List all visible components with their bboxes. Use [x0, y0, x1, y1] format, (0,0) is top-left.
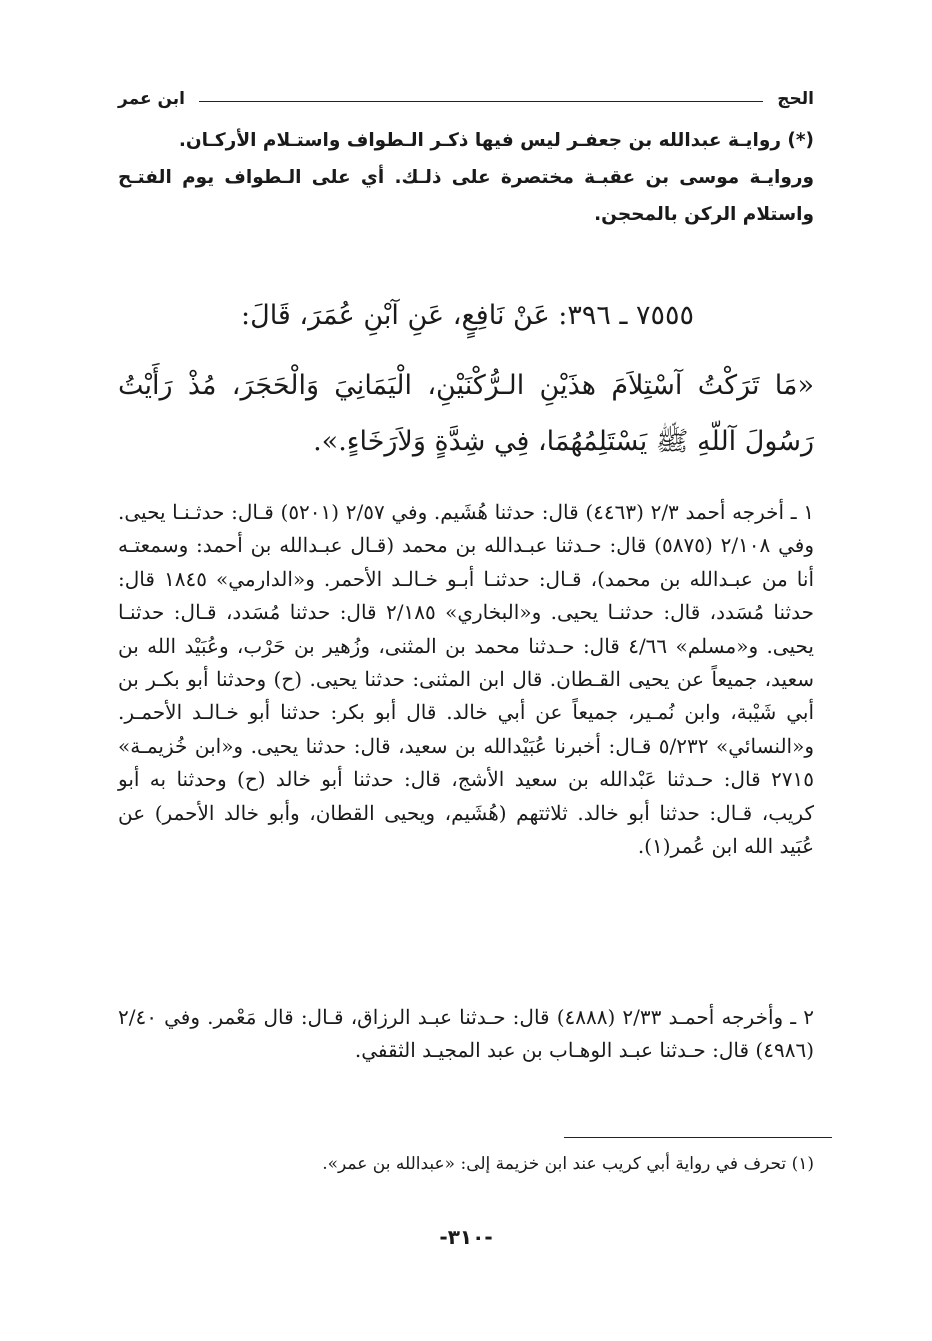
hadith-matn: «مَا تَرَكْتُ آسْتِلاَمَ هذَيْنِ الـرُّكْنَيْنِ، الْيَمَانِيَ وَالْحَجَرَ، مُذْ رَأَيْتُ رَسُولَ آللّهِ ﷺ يَسْتَلِمُهُمَا، فِي شِدَّةٍ وَلاَرَخَاءٍ.».: [118, 370, 814, 457]
editor-note: [118, 122, 814, 233]
takhrij-text: ٢ ـ وأخرجه أحمـد ٢/٣٣ (٤٨٨٨) قال: حـدثنا عبـد الرزاق، قـال: قال مَعْمر. وفي ٢/٤٠ (٤٩٨٦) قال: حـدثنا عبـد الوهـاب بن عبد المجيـد الثقفي.: [118, 1005, 814, 1063]
chapter-title: الحج: [777, 89, 814, 109]
hadith-text: [118, 358, 814, 470]
header-rule: [199, 101, 763, 102]
hadith-chain: ٧٥٥٥ ـ ٣٩٦: عَنْ نَافِعٍ، عَنِ آبْنِ عُمَرَ، قَالَ:: [240, 300, 694, 331]
footnote-rule: [564, 1137, 832, 1138]
takhrij-text: ١ ـ أخرجه أحمد ٢/٣ (٤٤٦٣) قال: حدثنا هُشَيم. وفي ٢/٥٧ (٥٢٠١) قـال: حدثـنـا يحيى. وفي ٢/١٠٨ (٥٨٧٥) قال: حـدثنا عبـدالله بن محمد (قـال عبـدالله بن أحمد: وسمعتـه أنا من عبـدالله بن محمد)، قـال: حدثنـا أبـو خـالـد الأحمر. و«الدارمي» ١٨٤٥ قال: حدثنا مُسَدد، قال: حدثنـا يحيى. و«البخاري» ٢/١٨٥ قال: حدثنا مُسَدد، قـال: حدثنـا يحيى. و«مسلم» ٤/٦٦ قال: حـدثنا محمد بن المثنى، وزُهير بن حَرْب، وعُبَيْد الله بن سعيد، جميعاً عن يحيى القـطان. قال ابن المثنى: حدثنا يحيى. (ح) وحدثنا أبو بكـر بن أبي شَيْبة، وابن نُمـير، جميعاً عن أبي خالد. قال أبو بكر: حدثنا أبو خـالـد الأحمـر. و«النسائي» ٥/٢٣٢ قـال: أخبرنا عُبَيْدالله بن سعيد، قال: حدثنا يحيى. و«ابن خُزيمـة» ٢٧١٥ قال: حـدثنا عَبْدالله بن سعيد الأشج، قال: حدثنا أبو خالد (ح) وحدثنا به أبو كريب، قـال: حدثنا أبو خالد. ثلاثتهم (هُشَيم، ويحيى القطان، وأبو خالد الأحمر) عن عُبَيد الله ابن عُمر(١).: [118, 500, 815, 859]
note-line: وروايـة موسى بن عقبـة مختصرة على ذلـك. أي على الـطواف يوم الفتـح واستلام الركن بالمحجن.: [118, 167, 814, 225]
page-number: -٣١٠-: [439, 1225, 493, 1249]
companion-name: ابن عمر: [118, 89, 186, 109]
note-line: (*) روايـة عبدالله بن جعفـر ليس فيها ذكـر الـطواف واستـلام الأركـان.: [178, 130, 814, 151]
footnote-text: (١) تحرف في رواية أبي كريب عند ابن خزيمة إلى: «عبدالله بن عمر».: [322, 1154, 814, 1174]
takhrij-paragraph-1: [118, 496, 814, 863]
footnote: [118, 1150, 814, 1178]
takhrij-paragraph-2: [118, 1001, 814, 1068]
running-header: [118, 84, 814, 114]
